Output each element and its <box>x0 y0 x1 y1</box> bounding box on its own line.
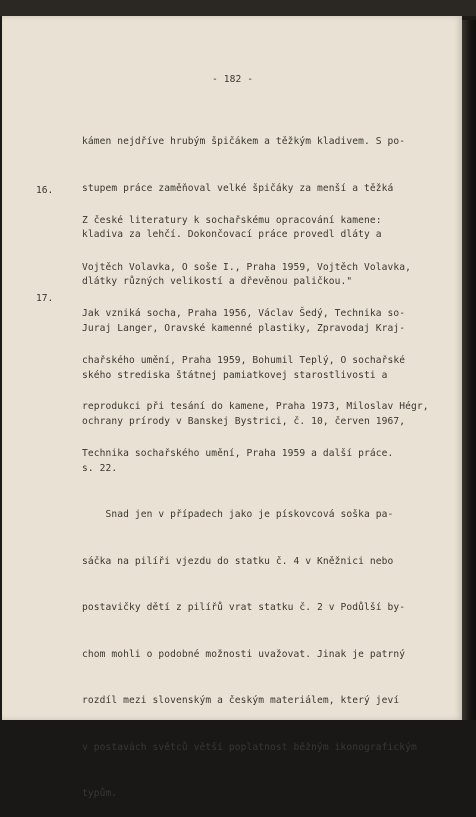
scan-right-edge <box>462 20 476 720</box>
text-line: Snad jen v případech jako je pískovcová soška pa- <box>82 509 394 520</box>
text-line: Vojtěch Volavka, O soše I., Praha 1959, Vojtěch Volavka, <box>82 261 412 273</box>
text-line: sáčka na pilíři vjezdu do statku č. 4 v Kněžnici nebo <box>82 555 394 567</box>
text-line: Z české literatury k sochařskému opracování kamene: <box>82 215 382 226</box>
text-line: postavičky dětí z pilířů vrat statku č. 2 v Podůlší by- <box>82 602 406 613</box>
text-line: kámen nejdříve hrubým špičákem a těžkým kladivem. S po- <box>82 136 406 147</box>
text-line: v postavách světců větší poplatnost běžným ikonografickým <box>82 741 417 753</box>
text-line: ského strediska štátnej pamiatkovej starostlivosti a <box>82 369 388 381</box>
text-line: Jak vzniká socha, Praha 1956, Václav Šedý, Technika so- <box>82 308 406 319</box>
text-line: Juraj Langer, Oravské kamenné plastiky, Zpravodaj Kraj- <box>82 323 406 334</box>
text-line: reprodukci při tesání do kamene, Praha 1973, Miloslav Hégr, <box>82 401 429 412</box>
text-line: s. 22. <box>82 462 118 474</box>
text-line: Technika sochařského umění, Praha 1959 a další práce. <box>82 447 394 459</box>
text-line: ochrany prírody v Banskej Bystrici, č. 10, červen 1967, <box>82 416 406 427</box>
scan-top-edge <box>0 0 476 16</box>
text-line: stupem práce zaměňoval velké špičáky za menší a těžká <box>82 182 394 194</box>
text-line: typům. <box>82 788 118 799</box>
text-line: chom mohli o podobné možnosti uvažovat. Jinak je patrný <box>82 648 406 660</box>
note-number-16: 16. <box>36 185 54 196</box>
page-number: - 182 - <box>212 74 254 85</box>
text-line: chařského umění, Praha 1959, Bohumil Teplý, O sochařské <box>82 354 406 366</box>
text-line: kladiva za lehčí. Dokončovací práce provedl dláty a <box>82 229 382 240</box>
text-line: dlátky různých velikostí a dřevěnou paličkou." <box>82 275 353 287</box>
note-17-text <box>82 290 417 817</box>
text-line: rozdíl mezi slovenským a českým materiálem, který jeví <box>82 695 400 706</box>
note-number-17: 17. <box>36 293 54 304</box>
